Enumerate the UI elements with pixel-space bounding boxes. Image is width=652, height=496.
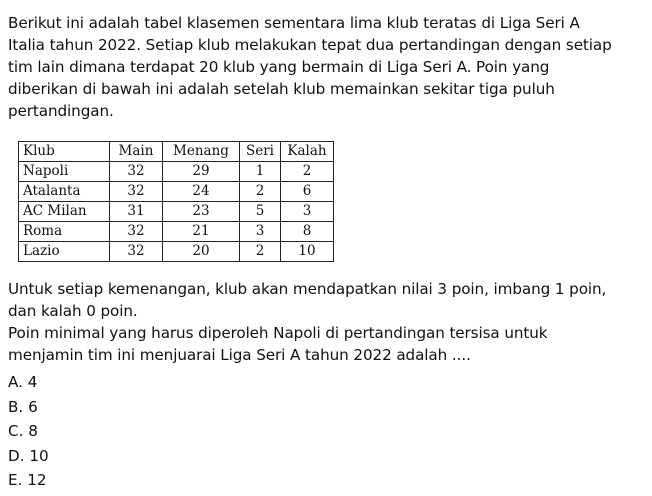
question-line: menjamin tim ini menjuarai Liga Seri A tahun 2022 adalah .... (8, 346, 471, 364)
cell-klub: AC Milan (19, 202, 110, 222)
question-line: Poin minimal yang harus diperoleh Napoli di pertandingan tersisa untuk (8, 324, 548, 342)
header-kalah: Kalah (281, 142, 334, 162)
option-b[interactable]: B. 6 (8, 397, 38, 416)
table-row (19, 202, 334, 222)
intro-line: pertandingan. (8, 102, 114, 120)
cell-menang: 20 (163, 242, 240, 262)
rule-line: dan kalah 0 poin. (8, 302, 138, 320)
cell-klub: Napoli (19, 162, 110, 182)
rule-line: Untuk setiap kemenangan, klub akan mendapatkan nilai 3 poin, imbang 1 poin, (8, 280, 607, 298)
cell-seri: 5 (240, 202, 281, 222)
cell-main: 31 (110, 202, 163, 222)
intro-paragraph (8, 12, 648, 122)
cell-menang: 21 (163, 222, 240, 242)
header-seri: Seri (240, 142, 281, 162)
answer-options (8, 370, 49, 493)
table-row (19, 162, 334, 182)
intro-line: diberikan di bawah ini adalah setelah klub memainkan sekitar tiga puluh (8, 80, 555, 98)
table-row (19, 182, 334, 202)
scoring-rule-paragraph (8, 278, 648, 322)
option-a[interactable]: A. 4 (8, 373, 38, 391)
option-d[interactable]: D. 10 (8, 446, 49, 465)
cell-seri: 2 (240, 242, 281, 262)
header-klub: Klub (19, 142, 110, 162)
table-row (19, 242, 334, 262)
option-c[interactable]: C. 8 (8, 422, 38, 440)
cell-menang: 23 (163, 202, 240, 222)
cell-kalah: 6 (281, 182, 334, 202)
cell-klub: Roma (19, 222, 110, 242)
header-menang: Menang (163, 142, 240, 162)
cell-seri: 2 (240, 182, 281, 202)
intro-line: Italia tahun 2022. Setiap klub melakukan tepat dua pertandingan dengan setiap (8, 36, 612, 54)
cell-main: 32 (110, 182, 163, 202)
table-header-row (19, 142, 334, 162)
cell-main: 32 (110, 162, 163, 182)
cell-kalah: 8 (281, 222, 334, 242)
cell-klub: Lazio (19, 242, 110, 262)
cell-kalah: 2 (281, 162, 334, 182)
cell-klub: Atalanta (19, 182, 110, 202)
cell-main: 32 (110, 242, 163, 262)
cell-menang: 29 (163, 162, 240, 182)
cell-seri: 1 (240, 162, 281, 182)
cell-kalah: 10 (281, 242, 334, 262)
cell-seri: 3 (240, 222, 281, 242)
question-paragraph (8, 322, 648, 366)
cell-kalah: 3 (281, 202, 334, 222)
cell-main: 32 (110, 222, 163, 242)
standings-table (18, 141, 334, 262)
table-row (19, 222, 334, 242)
cell-menang: 24 (163, 182, 240, 202)
option-e[interactable]: E. 12 (8, 471, 47, 489)
header-main: Main (110, 142, 163, 162)
intro-line: tim lain dimana terdapat 20 klub yang bermain di Liga Seri A. Poin yang (8, 58, 550, 76)
intro-line: Berikut ini adalah tabel klasemen sementara lima klub teratas di Liga Seri A (8, 14, 580, 32)
